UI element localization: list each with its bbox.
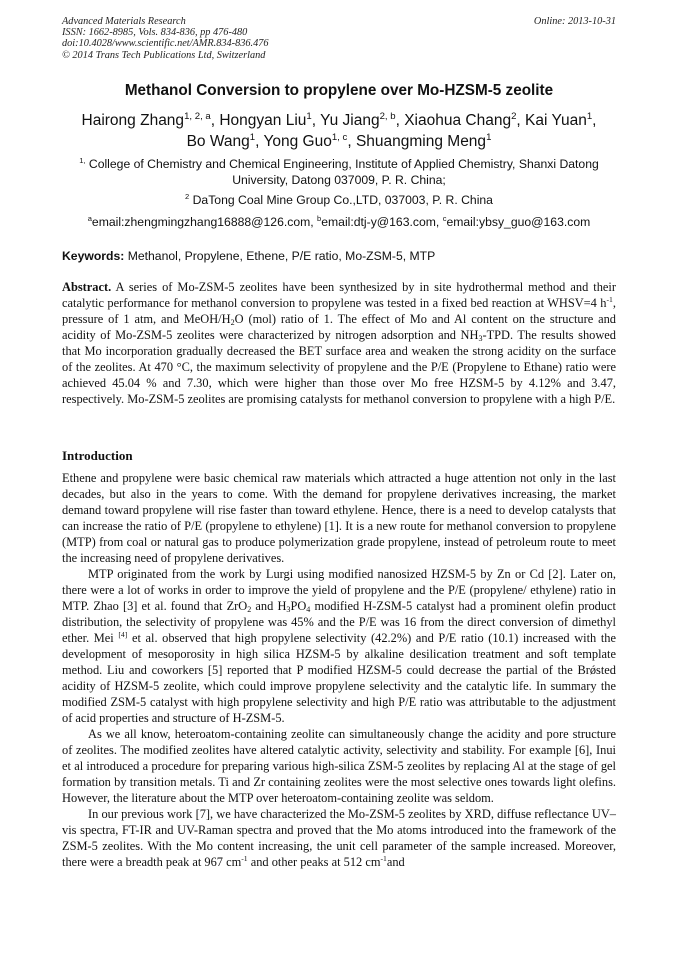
issn-line: ISSN: 1662-8985, Vols. 834-836, pp 476-480 <box>62 27 248 39</box>
email-a: email:zhengmingzhang16888@126.com, <box>91 215 318 229</box>
email-list: $^a$email:zhengmingzhang16888@126.com, $^b$email:dtj-y@163.com, $^c$email:ybsy_guo@163.com <box>87 214 591 229</box>
author: Shuangming Meng$^1$ <box>355 132 492 150</box>
paper-title: Methanol Conversion to propylene over Mo-HZSM-5 zeolite <box>124 82 554 99</box>
author: Hairong Zhang$^{1, 2, a}$, <box>81 111 220 129</box>
doi-line: doi:10.4028/www.scientific.net/AMR.834-836.476 <box>62 38 269 50</box>
author: Bo Wang$^1$, <box>186 132 264 150</box>
keywords-text: Methanol, Propylene, Ethene, P/E ratio, Mo-ZSM-5, MTP <box>124 249 436 263</box>
keywords <box>62 249 616 263</box>
paragraph: As we all know, heteroatom-containing zeolite can simultaneously change the acidity and pore structure of zeolites. The modified zeolites have altered catalytic activity, selectivity and stability. For example [6], Inui et al introduced a procedure for preparing various high-silica ZSM-5 zeolites by replacing Al at the stage of gel formation by transition metals. Ti and Zr containing zeolites were the most selective ones towards light olefins. However, the literature about the MTP over heteroatom-containing zeolite was seldom. <box>62 727 616 805</box>
copyright-line: © 2014 Trans Tech Publications Ltd, Switzerland <box>62 49 266 61</box>
author: Kai Yuan$^1$, <box>525 111 597 129</box>
abstract-label: Abstract. <box>62 280 112 294</box>
author: Hongyan Liu$^1$, <box>219 111 321 129</box>
email-b: email:dtj-y@163.com, <box>321 215 443 229</box>
paragraph: MTP originated from the work by Lurgi using modified nanosized HZSM-5 by Zn or Cd [2]. Later on, there were a lot of works in order to improve the yield of propylene and the P/E (propylene/ ethylene) ratio in MTP. Zhao [3] et al. found that ZrO$_2$ and $H_3PO_4$ modified H-ZSM-5 catalyst had a prominent olefin product distribution, the selectivity of propylene was 45% and the P/E was 16 from the direct conversion of dimethyl ether. Mei [4] et al. observed that high propylene selectivity (42.2%) and P/E ratio (10.1) increased with the development of mesoporosity in high silica HZSM-5 by alkaline desilication treatment and soft template method. Liu and coworkers [5] reported that P modified HZSM-5 could decrease the partial of the Brǿsted acidity of HZSM-5 zeolite, which could improve propylene selectivity and the catalytic life. In summary the modified ZSM-5 catalyst with high propylene selectivity and high P/E ratio was attributable to the adjustment of acid properties and structure of H-ZSM-5. <box>62 567 616 725</box>
journal-name: Advanced Materials Research <box>62 16 186 27</box>
section-heading: Introduction <box>62 448 133 463</box>
affiliation-1: $^{1,}$ College of Chemistry and Chemical Engineering, Institute of Applied Chemistry, Shanxi Datong University, Datong 037009, P. R. China; <box>79 156 599 187</box>
email-c: email:ybsy_guo@163.com <box>446 215 591 229</box>
author: Yong Guo$^{1, c}$, <box>263 132 356 150</box>
author: Xiaohua Chang$^2$, <box>404 111 526 129</box>
keywords-label: Keywords: <box>62 249 125 263</box>
affiliation-2: $^2$ DaTong Coal Mine Group Co.,LTD, 037003, P. R. China <box>185 192 493 207</box>
paragraph: Ethene and propylene were basic chemical raw materials which attracted a huge attention not only in the last decades, but also in the years to come. With the demand for propylene derivatives increasing, the market demand toward propylene will rise faster than toward ethylene. Hence, there is a need to develop catalysts that can increase the ratio of P/E (propylene to ethylene) [1]. It is a new route for methanol conversion to propylene (MTP) from coal or natural gas to produce polymerization grade propylene, instead of petroleum route to meet the increasing need of propylene derivatives. <box>62 471 616 565</box>
online-date: Online: 2013-10-31 <box>533 16 616 27</box>
introduction-body <box>62 470 616 870</box>
author: Yu Jiang$^{2, b}$, <box>320 111 405 129</box>
paragraph: In our previous work [7], we have characterized the Mo-ZSM-5 zeolites by XRD, diffuse reflectance UV–vis spectra, FT-IR and UV-Raman spectra and proved that the Mo atoms introduced into the framework of the ZSM-5 zeolites. With the Mo content increasing, the unit cell parameter of the sample increased. Moreover, there were a breadth peak at 967 $cm^{-1}$ and other peaks at 512 $cm^{-1}and$ <box>62 807 616 869</box>
author-list <box>70 110 608 152</box>
abstract: Abstract. A series of Mo-ZSM-5 zeolites have been synthesized by in site hydrothermal method and their catalytic performance for methanol conversion to propylene was tested in a fixed bed reaction at WHSV=4 $h^{-1}$, pressure of 1 atm, and MeOH/$H_2O$ (mol) ratio of 1. The effect of Mo and Al content on the structure and acidity of Mo-ZSM-5 zeolites were characterized by nitrogen adsorption and $NH_3$-TPD. The results showed that Mo incorporation gradually decreased the BET surface area and weaken the strong acidity on the surface of the zeolites. At 470 °C, the maximum selectivity of propylene and the P/E (Propylene to Ethane) ratio were achieved 45.04 % and 7.30, which were higher than those over Mo free HZSM-5 by 4.12% and 3.47, respectively. Mo-ZSM-5 zeolites are promising catalysts for methanol conversion to propylene with a high P/E. <box>62 280 617 406</box>
journal-header <box>62 16 269 61</box>
